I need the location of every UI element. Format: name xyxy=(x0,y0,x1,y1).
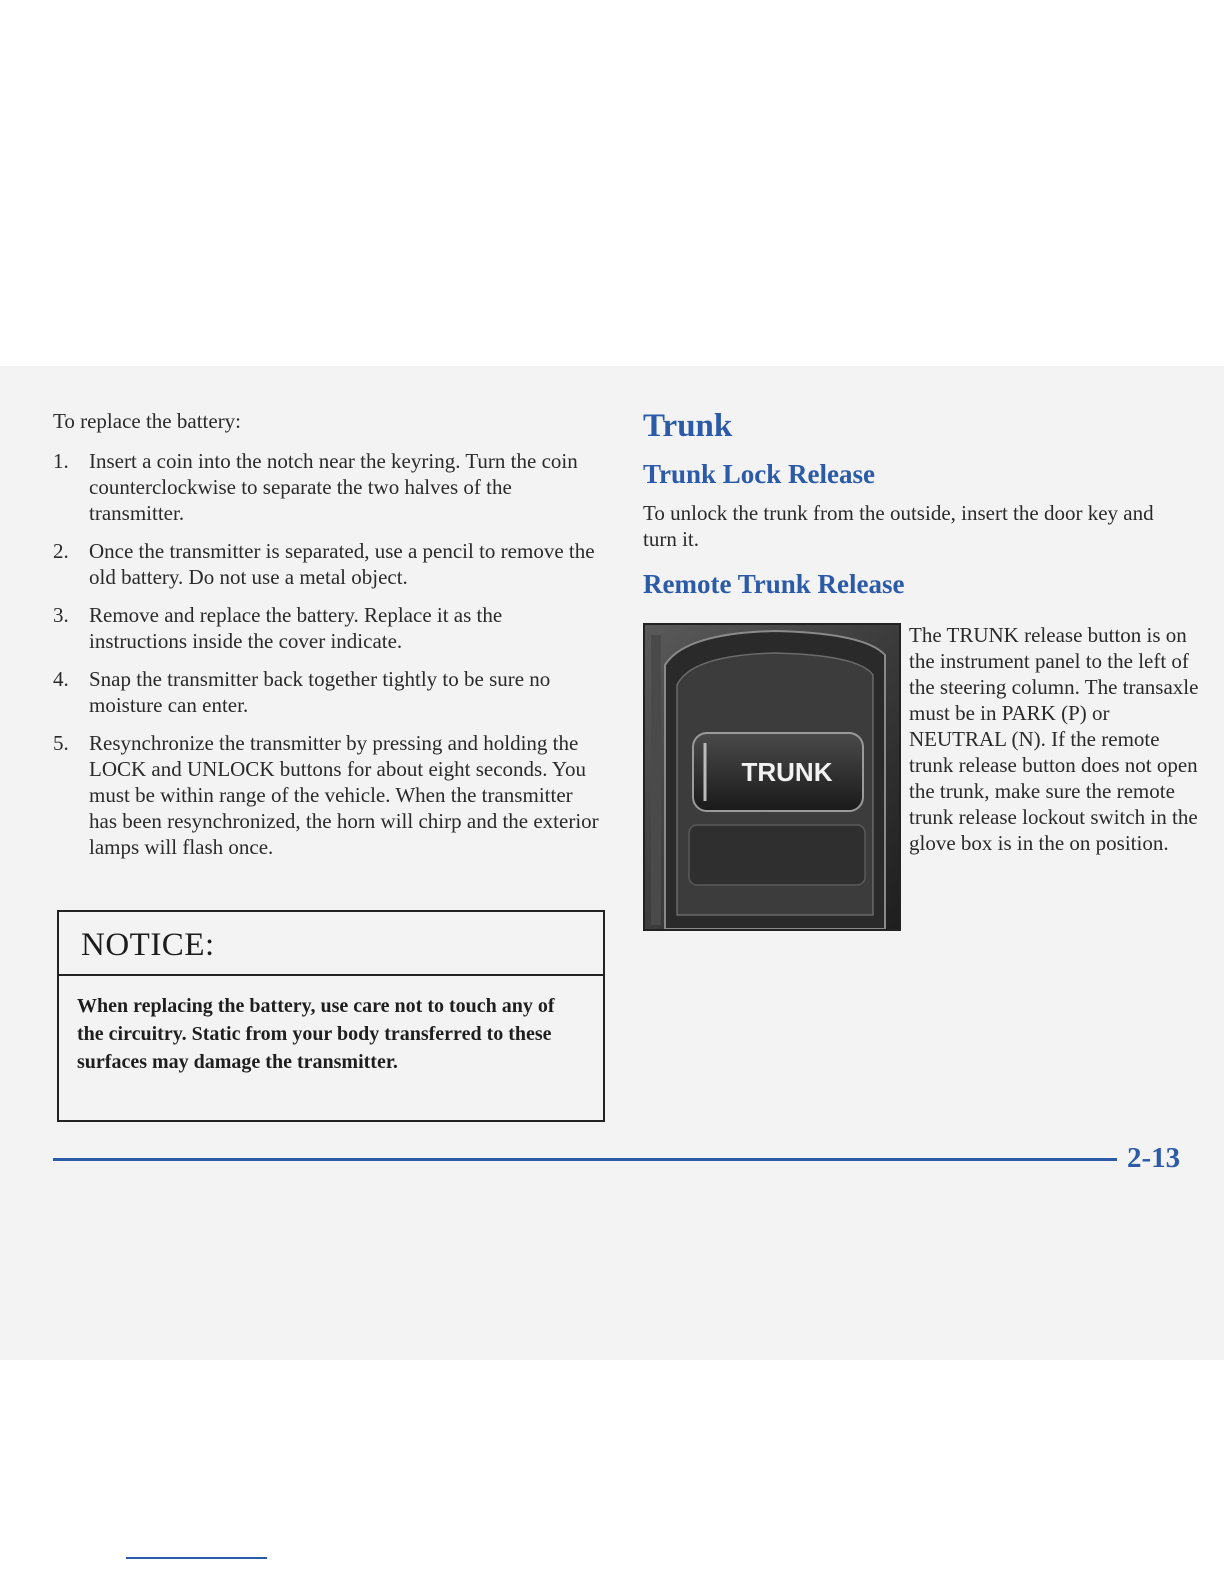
step-item xyxy=(53,602,603,654)
step-text: Remove and replace the battery. Replace it as the instructions inside the cover indicate. xyxy=(89,603,503,653)
battery-section xyxy=(53,408,603,872)
footer-rule xyxy=(53,1158,1117,1161)
step-text: Resynchronize the transmitter by pressing and holding the LOCK and UNLOCK buttons for about eight seconds. You must be within range of the vehicle. When the transmitter has been resynchronized, the horn will chirp and the exterior lamps will flash once. xyxy=(89,731,599,859)
battery-intro: To replace the battery: xyxy=(53,409,242,433)
step-number: 3. xyxy=(53,603,69,627)
trunk-section xyxy=(643,404,1188,610)
trunk-title: Trunk xyxy=(643,408,733,444)
trunk-button-illustration xyxy=(645,625,899,929)
trunk-lock-release-text: To unlock the trunk from the outside, insert the door key and turn it. xyxy=(643,501,1154,551)
page-number: 2-13 xyxy=(1127,1142,1181,1174)
notice-heading: NOTICE: xyxy=(59,912,603,976)
step-text: Once the transmitter is separated, use a pencil to remove the old battery. Do not use a metal object. xyxy=(89,539,595,589)
step-text: Insert a coin into the notch near the keyring. Turn the coin counterclockwise to separate the two halves of the transmitter. xyxy=(89,449,578,525)
trunk-lock-release-heading: Trunk Lock Release xyxy=(643,459,876,489)
trunk-button-label: TRUNK xyxy=(741,757,833,787)
battery-steps xyxy=(53,448,603,860)
trunk-button-photo xyxy=(643,623,901,931)
step-number: 1. xyxy=(53,449,69,473)
step-number: 2. xyxy=(53,539,69,563)
step-item xyxy=(53,666,603,718)
notice-body: When replacing the battery, use care not to touch any of the circuitry. Static from your body transferred to these surfaces may damage the transmitter. xyxy=(77,995,555,1073)
step-text: Snap the transmitter back together tightly to be sure no moisture can enter. xyxy=(89,667,551,717)
remote-trunk-release-text: The TRUNK release button is on the instrument panel to the left of the steering column. The transaxle must be in PARK (P) or NEUTRAL (N). If the remote trunk release button does not open the trunk, make sure the remote trunk release lockout switch in the glove box is in the on position. xyxy=(909,623,1199,855)
step-item xyxy=(53,730,603,860)
notice-box xyxy=(57,910,605,1122)
remote-trunk-release-heading: Remote Trunk Release xyxy=(643,569,905,599)
step-item xyxy=(53,448,603,526)
step-item xyxy=(53,538,603,590)
bottom-link-rule xyxy=(126,1557,267,1559)
step-number: 4. xyxy=(53,667,69,691)
step-number: 5. xyxy=(53,731,69,755)
